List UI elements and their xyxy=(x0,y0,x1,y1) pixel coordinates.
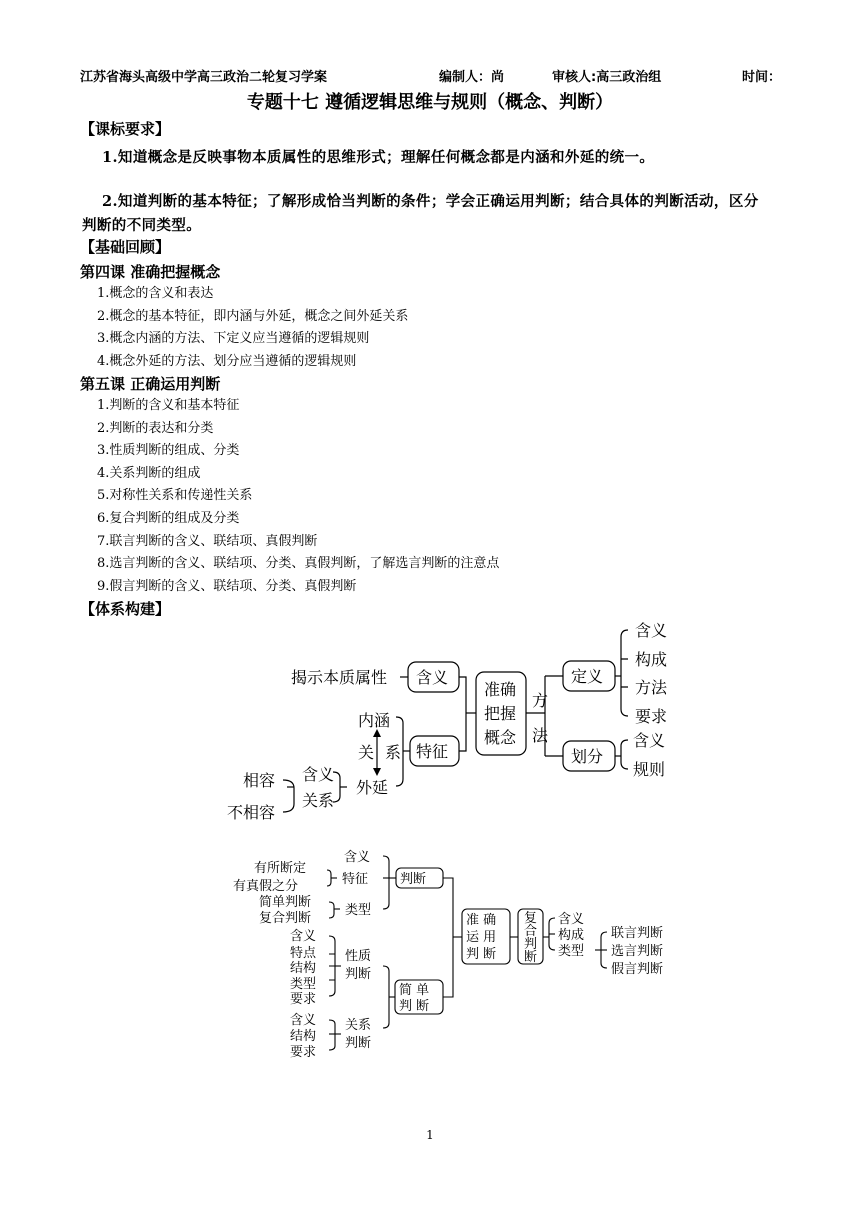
section-system: 【体系构建】 xyxy=(80,600,171,618)
j-feature-item: 有所断定 xyxy=(254,861,307,876)
div-item: 含义 xyxy=(633,731,666,750)
nature-item: 类型 xyxy=(290,977,317,992)
list-item: 4.概念外延的方法、划分应当遵循的逻辑规则 xyxy=(97,353,357,369)
center2-line-1: 准 确 xyxy=(466,913,497,928)
def-item: 含义 xyxy=(635,621,668,640)
wy-meaning-label: 含义 xyxy=(302,765,335,784)
compound-4: 断 xyxy=(524,950,538,965)
list-item: 2.概念的基本特征，即内涵与外延，概念之间外延关系 xyxy=(97,308,409,324)
xi-label: 系 xyxy=(385,743,402,762)
center-line-3: 概念 xyxy=(484,728,517,747)
header-time: 时间： xyxy=(742,70,782,85)
compound-1: 复 xyxy=(524,911,538,926)
page-title: 专题十七 遵循逻辑思维与规则（概念、判断） xyxy=(246,92,614,113)
wy-relation-label: 关系 xyxy=(302,791,335,810)
div-item: 规则 xyxy=(633,760,666,779)
list-item: 8.选言判断的含义、联结项、分类、真假判断，了解选言判断的注意点 xyxy=(97,556,500,572)
xiangrong-label: 相容 xyxy=(243,771,276,790)
buxiangrong-label: 不相容 xyxy=(227,803,276,822)
relation-item: 含义 xyxy=(290,1013,317,1028)
list-item: 3.概念内涵的方法、下定义应当遵循的逻辑规则 xyxy=(97,331,370,347)
relation-item: 要求 xyxy=(290,1045,317,1060)
nature-2: 判断 xyxy=(345,967,372,982)
judgment-label: 判断 xyxy=(400,872,427,887)
nature-1: 性质 xyxy=(345,949,372,964)
nature-item: 含义 xyxy=(290,929,317,944)
division-label: 划分 xyxy=(571,747,604,766)
header-reviewer: 审核人:高三政治组 xyxy=(552,70,662,85)
c-type-item: 联言判断 xyxy=(611,926,664,941)
nature-item: 要求 xyxy=(290,992,317,1007)
center2-line-3: 判 断 xyxy=(466,947,497,962)
list-item: 9.假言判断的含义、联结项、分类、真假判断 xyxy=(97,578,357,594)
compound-3: 判 xyxy=(524,937,538,952)
header-school: 江苏省海头高级中学高三政治二轮复习学案 xyxy=(80,70,328,85)
c-type-item: 选言判断 xyxy=(611,944,664,959)
requirement-2: 2.知道判断的基本特征；了解形成恰当判断的条件；学会正确运用判断；结合具体的判断活动，区分判断的不同类型。 xyxy=(82,193,759,234)
header-editor: 编制人：尚 xyxy=(439,70,505,85)
simple-1: 简 单 xyxy=(399,983,430,998)
list-item: 7.联言判断的含义、联结项、真假判断 xyxy=(97,533,318,549)
section-standards: 【课标要求】 xyxy=(80,120,171,138)
c-type-item: 假言判断 xyxy=(611,962,664,977)
def-item: 要求 xyxy=(635,707,668,726)
list-item: 1.判断的含义和基本特征 xyxy=(97,398,240,413)
simple-2: 判 断 xyxy=(399,999,430,1014)
c-item: 含义 xyxy=(558,912,585,927)
def-item: 方法 xyxy=(635,678,668,697)
meaning-note: 揭示本质属性 xyxy=(291,668,388,687)
list-item: 5.对称性关系和传递性关系 xyxy=(97,488,253,504)
j-type-label: 类型 xyxy=(345,903,372,918)
c-item: 类型 xyxy=(558,944,585,959)
j-type-item: 复合判断 xyxy=(259,911,312,926)
center-line-1: 准确 xyxy=(484,680,517,699)
method-2: 法 xyxy=(532,726,549,745)
waiyan-label: 外延 xyxy=(356,778,389,797)
guan-label: 关 xyxy=(358,743,375,762)
compound-2: 合 xyxy=(524,924,538,939)
j-meaning-label: 含义 xyxy=(344,850,371,865)
j-feature-item: 有真假之分 xyxy=(233,879,299,894)
requirement-1: 1.知道概念是反映事物本质属性的思维形式；理解任何概念都是内涵和外延的统一。 xyxy=(102,149,655,166)
lesson5-title: 第五课 正确运用判断 xyxy=(80,375,221,393)
section-review: 【基础回顾】 xyxy=(80,238,171,256)
c-item: 构成 xyxy=(558,928,585,943)
neihan-label: 内涵 xyxy=(358,711,391,730)
list-item: 1.概念的含义和表达 xyxy=(97,286,214,301)
def-item: 构成 xyxy=(635,650,668,669)
center-line-2: 把握 xyxy=(484,704,517,723)
relation-item: 结构 xyxy=(290,1029,317,1044)
list-item: 6.复合判断的组成及分类 xyxy=(97,510,240,526)
list-item: 2.判断的表达和分类 xyxy=(97,420,214,436)
nature-item: 特点 xyxy=(290,946,317,961)
list-item: 4.关系判断的组成 xyxy=(97,465,201,481)
lesson4-title: 第四课 准确把握概念 xyxy=(80,263,221,281)
list-item: 3.性质判断的组成、分类 xyxy=(97,443,240,459)
center2-line-2: 运 用 xyxy=(466,930,497,945)
meaning-label: 含义 xyxy=(416,668,449,687)
page-number: 1 xyxy=(426,1128,434,1142)
relation-1: 关系 xyxy=(345,1018,372,1033)
definition-label: 定义 xyxy=(571,667,604,686)
j-feature-label: 特征 xyxy=(342,872,369,887)
nature-item: 结构 xyxy=(290,961,317,976)
j-type-item: 简单判断 xyxy=(259,895,312,910)
feature-label: 特征 xyxy=(416,742,449,761)
relation-2: 判断 xyxy=(345,1036,372,1051)
method-1: 方 xyxy=(532,691,549,710)
